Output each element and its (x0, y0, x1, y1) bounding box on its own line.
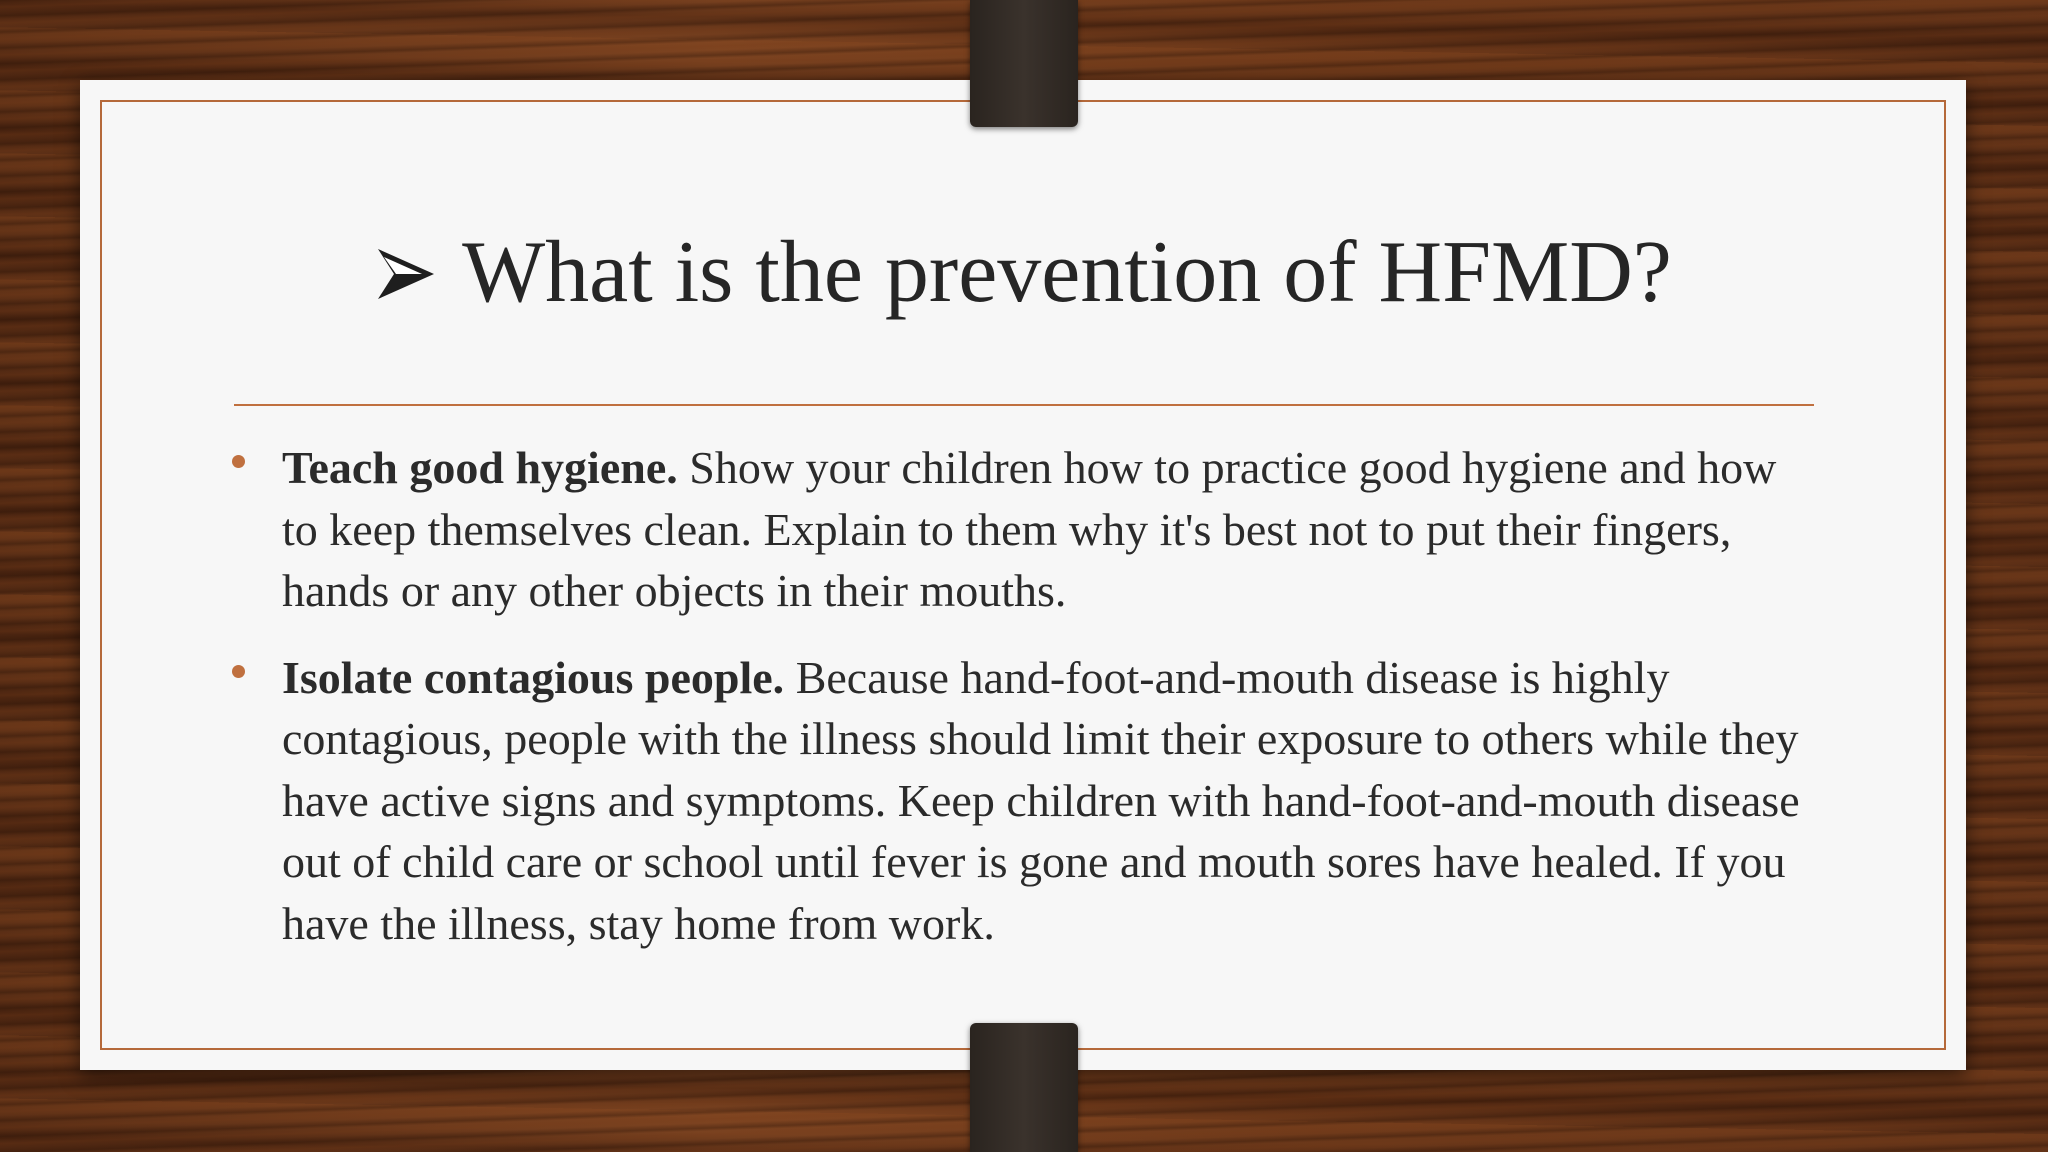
bullet-body: Because hand-foot-and-mouth disease is highly contagious, people with the illness should limit their exposure to others while they have active signs and symptoms. Keep children with hand-foot-and-mouth disease out of child care or school until fever is gone and mouth sores have healed. If you have the illness, stay home from work. (282, 651, 1800, 949)
bullet-item-isolate (282, 647, 1822, 955)
bullet-item-hygiene (282, 437, 1822, 622)
bullet-lead: Isolate contagious people. (282, 651, 796, 703)
bullet-dot-icon (232, 455, 245, 468)
bottom-strap (970, 1023, 1078, 1152)
bullet-list (282, 437, 1822, 979)
slide-title (0, 218, 2048, 336)
bullet-lead: Teach good hygiene. (282, 442, 690, 493)
bullet-dot-icon (232, 665, 245, 678)
top-strap (970, 0, 1078, 127)
arrowhead-bullet-icon (376, 218, 436, 328)
title-divider (234, 404, 1814, 406)
bullet-body: Show your children how to practice good hygiene and how to keep themselves clean. Explain to them why it's best not to put their fingers, hands or any other objects in their mouths. (282, 442, 1777, 616)
slide-title-text: What is the prevention of HFMD? (462, 224, 1672, 321)
